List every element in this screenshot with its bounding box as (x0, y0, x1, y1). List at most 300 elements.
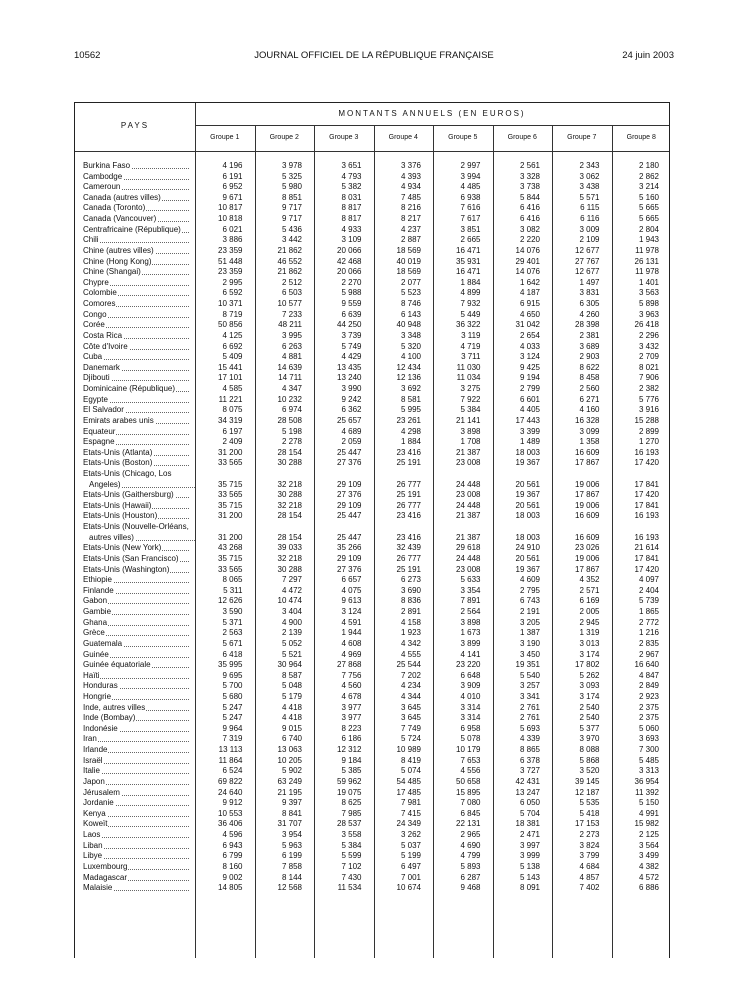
amount-cell: 7 080 (460, 798, 481, 808)
amount-cell: 23 416 (396, 532, 421, 542)
amount-cell: 4 393 (400, 171, 421, 181)
page-header (74, 50, 674, 64)
amount-cell: 69 822 (218, 776, 243, 786)
amount-cell: 23 261 (396, 415, 421, 425)
amount-cell: 19 006 (575, 500, 600, 510)
country-name (83, 586, 189, 597)
amount-cell: 3 099 (579, 426, 600, 436)
amount-cell: 2 512 (281, 277, 302, 287)
table-row (75, 841, 669, 852)
amount-cell: 2 561 (519, 161, 540, 170)
amount-cell: 31 200 (218, 532, 243, 542)
amount-cell: 17 867 (575, 490, 600, 500)
amount-cell: 1 642 (519, 277, 540, 287)
amount-cell: 7 430 (341, 872, 362, 882)
amount-cell: 23 026 (575, 543, 600, 553)
table-row (75, 363, 669, 374)
amount-cell: 26 418 (634, 320, 659, 330)
amount-cell: 3 851 (460, 224, 481, 234)
amount-cell: 16 609 (575, 511, 600, 521)
amount-cell: 3 689 (579, 341, 600, 351)
table-row (75, 851, 669, 862)
country-name (83, 650, 189, 661)
amount-cell: 30 964 (277, 660, 302, 670)
table-row (75, 756, 669, 767)
country-name (83, 416, 189, 427)
amount-cell: 7 102 (341, 861, 362, 871)
amount-cell: 17 841 (634, 479, 659, 489)
amount-cell: 8 851 (281, 192, 302, 202)
amount-cell: 23 359 (218, 245, 243, 255)
country-label: Dominicaine (République) (83, 384, 176, 394)
amount-cell: 32 439 (396, 543, 421, 553)
amount-cell: 2 109 (579, 235, 600, 245)
table-row (75, 692, 669, 703)
amount-cell: 51 448 (218, 256, 243, 266)
amount-cell: 9 695 (222, 670, 243, 680)
country-label: Irlande (83, 745, 108, 755)
amount-cell: 16 193 (634, 447, 659, 457)
country-name (83, 660, 189, 671)
amount-cell: 2 409 (222, 437, 243, 447)
amount-cell: 32 218 (277, 500, 302, 510)
amount-cell: 13 240 (337, 373, 362, 383)
amount-cell: 5 700 (222, 681, 243, 691)
amount-cell: 3 692 (400, 384, 421, 394)
amount-cell: 6 845 (460, 808, 481, 818)
amount-cell: 6 743 (519, 596, 540, 606)
amount-cell: 2 945 (579, 617, 600, 627)
amount-cell: 12 568 (277, 883, 302, 893)
amount-cell: 1 673 (460, 628, 481, 638)
country-label-continued: Angeles) (89, 479, 121, 489)
amount-cell: 8 817 (341, 203, 362, 213)
amount-cell: 23 220 (456, 660, 481, 670)
country-label: Kenya (83, 808, 106, 818)
country-name (83, 607, 189, 618)
amount-cell: 14 805 (218, 883, 243, 893)
amount-cell: 4 097 (638, 575, 659, 585)
amount-cell: 5 320 (400, 341, 421, 351)
country-name (83, 883, 189, 894)
amount-cell: 36 954 (634, 776, 659, 786)
amount-cell: 22 131 (456, 819, 481, 829)
amount-cell: 2 270 (341, 277, 362, 287)
amount-cell: 3 348 (400, 330, 421, 340)
amount-cell: 2 059 (341, 437, 362, 447)
country-name (83, 278, 189, 289)
amount-cell: 18 569 (396, 245, 421, 255)
amount-cell: 5 384 (341, 840, 362, 850)
amount-cell: 2 560 (579, 384, 600, 394)
amount-cell: 4 418 (281, 702, 302, 712)
amount-cell: 25 447 (337, 511, 362, 521)
amount-cell: 6 952 (222, 182, 243, 192)
amount-cell: 5 409 (222, 352, 243, 362)
country-label: Etats-Unis (Washington) (83, 564, 170, 574)
country-name (83, 671, 189, 682)
table-row (75, 193, 669, 204)
table-row (75, 628, 669, 639)
amount-cell: 6 915 (519, 299, 540, 309)
country-name (83, 235, 189, 246)
amount-cell: 7 402 (579, 883, 600, 893)
table-row (75, 596, 669, 607)
amount-cell: 5 963 (281, 840, 302, 850)
country-name (83, 788, 189, 799)
amount-cell: 14 639 (277, 362, 302, 372)
country-name (83, 257, 189, 268)
amount-cell: 24 448 (456, 479, 481, 489)
country-name (83, 427, 189, 438)
amount-cell: 8 581 (400, 394, 421, 404)
group-header: Groupe 2 (269, 134, 299, 141)
group-header: Groupe 7 (567, 134, 597, 141)
amount-cell: 25 447 (337, 447, 362, 457)
country-label: Madagascar (83, 872, 128, 882)
column-divider (493, 125, 494, 958)
amount-cell: 3 990 (341, 384, 362, 394)
amount-cell: 1 943 (638, 235, 659, 245)
amount-cell: 19 006 (575, 479, 600, 489)
table-row (75, 416, 669, 427)
amount-cell: 18 003 (515, 511, 540, 521)
table-row (75, 862, 669, 873)
amount-cell: 4 405 (519, 405, 540, 415)
country-name (83, 225, 189, 236)
amount-cell: 5 311 (223, 585, 243, 595)
amount-cell: 2 381 (579, 330, 600, 340)
amount-cell: 25 447 (337, 532, 362, 542)
table-row (75, 575, 669, 586)
amount-cell: 8 088 (579, 745, 600, 755)
amount-cell: 1 923 (400, 628, 421, 638)
amount-cell: 6 362 (341, 405, 362, 415)
amount-cell: 21 614 (634, 543, 659, 553)
amount-cell: 4 260 (579, 309, 600, 319)
country-label: Chili (83, 235, 99, 245)
column-divider (314, 125, 315, 958)
amount-cell: 7 906 (638, 373, 659, 383)
amount-cell: 35 715 (218, 500, 243, 510)
amount-cell: 5 371 (222, 617, 243, 627)
amount-cell: 9 184 (341, 755, 362, 765)
country-name (83, 862, 189, 873)
amount-cell: 10 817 (218, 203, 243, 213)
country-label: Chine (Shangai) (83, 267, 141, 277)
amount-cell: 11 534 (337, 883, 362, 893)
amount-cell: 16 609 (575, 532, 600, 542)
amount-cell: 5 868 (579, 755, 600, 765)
table-row (75, 511, 669, 522)
amount-cell: 23 416 (396, 511, 421, 521)
amount-cell: 9 671 (222, 192, 243, 202)
amount-cell: 5 724 (400, 734, 421, 744)
country-name (83, 766, 189, 777)
table-row (75, 480, 669, 491)
amount-cell: 20 561 (515, 553, 540, 563)
amount-cell: 4 799 (460, 851, 481, 861)
amount-cell: 6 886 (638, 883, 659, 893)
amount-cell: 2 540 (579, 713, 600, 723)
amount-cell: 26 131 (634, 256, 659, 266)
amount-cell: 42 431 (515, 776, 540, 786)
amount-cell: 9 194 (519, 373, 540, 383)
country-label-continued: autres villes) (89, 532, 134, 542)
amount-cell: 9 015 (281, 723, 302, 733)
amount-cell: 12 434 (396, 362, 421, 372)
country-label: Emirats arabes unis (83, 415, 154, 425)
amount-cell: 4 555 (400, 649, 421, 659)
amount-cell: 13 063 (277, 745, 302, 755)
amount-cell: 2 471 (519, 830, 540, 840)
amount-cell: 32 218 (277, 553, 302, 563)
amount-cell: 3 257 (519, 681, 540, 691)
amount-cell: 3 995 (281, 330, 302, 340)
amount-cell: 6 943 (222, 840, 243, 850)
country-label: Inde (Bombay) (83, 713, 136, 723)
amount-cell: 39 033 (277, 543, 302, 553)
amount-cell: 5 143 (519, 872, 540, 882)
table-row (75, 172, 669, 183)
country-label: Malaisie (83, 883, 113, 893)
country-label: Equateur (83, 426, 116, 436)
amount-cell: 9 613 (341, 596, 362, 606)
amount-cell: 2 375 (638, 713, 659, 723)
amount-cell: 6 273 (400, 575, 421, 585)
amount-cell: 8 021 (638, 362, 659, 372)
amount-cell: 3 558 (341, 830, 362, 840)
amount-cell: 4 684 (579, 861, 600, 871)
amount-cell: 4 347 (281, 384, 302, 394)
table-row (75, 766, 669, 777)
country-name (83, 756, 189, 767)
amount-cell: 20 561 (515, 500, 540, 510)
amount-cell: 2 343 (579, 161, 600, 170)
amount-cell: 3 313 (638, 766, 659, 776)
amount-cell: 16 471 (456, 267, 481, 277)
amount-cell: 8 746 (400, 299, 421, 309)
amount-cell: 29 109 (337, 479, 362, 489)
amount-cell: 3 119 (461, 330, 481, 340)
amount-cell: 5 325 (281, 171, 302, 181)
amount-cell: 6 503 (281, 288, 302, 298)
amount-cell: 5 776 (638, 394, 659, 404)
amount-cell: 5 160 (638, 192, 659, 202)
amount-cell: 2 862 (638, 171, 659, 181)
dot-leader (91, 858, 189, 859)
amount-cell: 25 191 (396, 458, 421, 468)
country-label: Haïti (83, 670, 100, 680)
amount-cell: 13 247 (515, 787, 540, 797)
amount-cell: 3 898 (460, 426, 481, 436)
table-row (75, 161, 669, 172)
amount-cell: 5 138 (519, 861, 540, 871)
amount-cell: 3 799 (579, 851, 600, 861)
amount-cell: 6 524 (222, 766, 243, 776)
amount-cell: 3 399 (519, 426, 540, 436)
amount-cell: 8 031 (341, 192, 362, 202)
amount-cell: 23 008 (456, 490, 481, 500)
amount-cell: 4 010 (460, 692, 481, 701)
amount-cell: 4 196 (222, 161, 243, 170)
amount-cell: 2 180 (638, 161, 659, 170)
amount-cell: 8 223 (341, 723, 362, 733)
amount-cell: 5 535 (579, 798, 600, 808)
amount-cell: 8 817 (341, 214, 362, 224)
amount-cell: 29 109 (337, 500, 362, 510)
amount-cell: 27 767 (575, 256, 600, 266)
amount-cell: 16 471 (456, 245, 481, 255)
amount-cell: 5 693 (519, 723, 540, 733)
amount-cell: 5 385 (341, 766, 362, 776)
country-name (83, 437, 189, 448)
column-divider (433, 125, 434, 958)
amount-cell: 2 887 (400, 235, 421, 245)
amount-cell: 15 895 (456, 787, 481, 797)
amount-cell: 6 497 (400, 861, 421, 871)
amount-cell: 3 442 (281, 235, 302, 245)
amount-cell: 29 401 (515, 256, 540, 266)
country-label: Liban (83, 840, 103, 850)
amount-cell: 3 082 (519, 224, 540, 234)
amount-cell: 23 359 (218, 267, 243, 277)
amount-cell: 30 288 (277, 564, 302, 574)
amount-cell: 7 202 (400, 670, 421, 680)
amount-cell: 17 867 (575, 564, 600, 574)
amount-cell: 6 305 (579, 299, 600, 309)
country-name (83, 246, 189, 257)
country-label: Libye (83, 851, 103, 861)
amount-cell: 23 008 (456, 458, 481, 468)
amount-cell: 2 278 (281, 437, 302, 447)
country-name (83, 490, 189, 501)
amount-cell: 8 841 (281, 808, 302, 818)
amount-cell: 7 297 (281, 575, 302, 585)
amount-cell: 6 799 (222, 851, 243, 861)
amount-cell: 2 967 (638, 649, 659, 659)
table-row (75, 788, 669, 799)
table-row (75, 660, 669, 671)
amount-cell: 3 997 (519, 840, 540, 850)
amount-cell: 9 559 (341, 299, 362, 309)
amount-cell: 4 382 (638, 861, 659, 871)
amount-cell: 9 468 (460, 883, 481, 893)
amount-cell: 1 358 (579, 437, 600, 447)
table-row (75, 288, 669, 299)
amount-cell: 5 052 (281, 638, 302, 648)
amount-cell: 6 378 (519, 755, 540, 765)
table-row (75, 713, 669, 724)
amount-cell: 5 436 (281, 224, 302, 234)
country-name (83, 522, 189, 533)
amount-cell: 17 841 (634, 553, 659, 563)
pays-column-header: PAYS (120, 121, 150, 130)
country-name (83, 363, 189, 374)
table-row (75, 883, 669, 894)
amount-cell: 7 932 (460, 299, 481, 309)
amount-cell: 19 367 (515, 458, 540, 468)
amount-cell: 7 749 (400, 723, 421, 733)
amount-cell: 10 553 (218, 808, 243, 818)
amount-cell: 48 211 (278, 320, 302, 330)
amount-cell: 2 005 (579, 607, 600, 617)
amount-cell: 5 078 (460, 734, 481, 744)
amount-cell: 4 485 (460, 182, 481, 192)
amount-cell: 17 485 (396, 787, 421, 797)
amount-cell: 5 262 (579, 670, 600, 680)
country-label: Corée (83, 320, 105, 330)
amount-cell: 36 406 (218, 819, 243, 829)
amount-cell: 8 625 (341, 798, 362, 808)
country-label: Cuba (83, 352, 103, 362)
table-row (75, 607, 669, 618)
amount-cell: 19 075 (337, 787, 362, 797)
amount-cell: 3 739 (341, 330, 362, 340)
amount-cell: 11 978 (635, 267, 659, 277)
country-label: Finlande (83, 585, 114, 595)
amount-cell: 50 658 (456, 776, 481, 786)
amount-cell: 16 609 (575, 447, 600, 457)
country-label: Canada (Vancouver) (83, 214, 157, 224)
table-row (75, 373, 669, 384)
amount-cell: 7 653 (460, 755, 481, 765)
amount-cell: 35 715 (218, 553, 243, 563)
amount-cell: 4 933 (341, 224, 362, 234)
country-name (83, 469, 189, 480)
amount-cell: 1 489 (519, 437, 540, 447)
amount-cell: 3 690 (400, 585, 421, 595)
amount-cell: 1 865 (638, 607, 659, 617)
amount-cell: 5 247 (222, 713, 243, 723)
amount-cell: 2 404 (638, 585, 659, 595)
amount-cell: 36 322 (456, 320, 481, 330)
amount-cell: 4 689 (341, 426, 362, 436)
country-name (83, 841, 189, 852)
amount-cell: 3 275 (460, 384, 481, 394)
amount-cell: 9 242 (341, 394, 362, 404)
amount-cell: 6 021 (222, 224, 243, 234)
amount-cell: 18 003 (515, 447, 540, 457)
country-label: Espagne (83, 437, 115, 447)
amount-cell: 30 288 (277, 458, 302, 468)
amount-cell: 5 633 (460, 575, 481, 585)
country-label: Etats-Unis (Boston) (83, 458, 153, 468)
amount-cell: 17 420 (634, 564, 659, 574)
amount-cell: 6 169 (579, 596, 600, 606)
amount-cell: 14 076 (515, 245, 540, 255)
amount-cell: 17 867 (575, 458, 600, 468)
amount-cell: 5 540 (519, 670, 540, 680)
amount-cell: 5 749 (341, 341, 362, 351)
country-label: Etats-Unis (Nouvelle-Orléans, (83, 522, 189, 532)
amount-cell: 2 997 (460, 161, 481, 170)
amount-cell: 5 037 (400, 840, 421, 850)
country-name (83, 320, 189, 331)
amount-cell: 7 981 (400, 798, 421, 808)
amount-cell: 3 174 (579, 692, 600, 701)
amount-cell: 8 091 (519, 883, 540, 893)
amount-cell: 23 008 (456, 564, 481, 574)
amount-cell: 27 376 (337, 490, 362, 500)
country-label: Luxembourg (83, 861, 128, 871)
amount-cell: 3 994 (460, 171, 481, 181)
amount-cell: 6 592 (222, 288, 243, 298)
amount-cell: 14 076 (515, 267, 540, 277)
amount-cell: 2 139 (281, 628, 302, 638)
country-name (83, 203, 189, 214)
group-header: Groupe 4 (388, 134, 418, 141)
